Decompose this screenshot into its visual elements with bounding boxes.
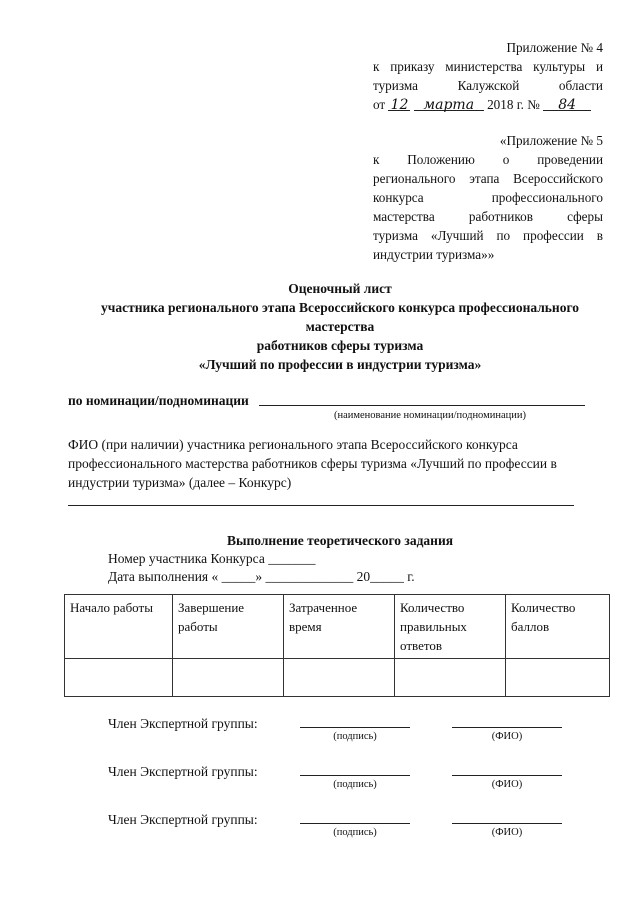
name-caption: (ФИО) bbox=[491, 779, 523, 790]
appendix-4-line: к приказу министерства культуры и bbox=[373, 59, 603, 74]
order-date-line bbox=[373, 95, 603, 114]
order-number: 84 bbox=[543, 96, 591, 111]
name-field[interactable] bbox=[452, 774, 562, 776]
appendix-4-line: туризма Калужской области bbox=[373, 78, 603, 93]
table-header-cell: Завершение работы bbox=[173, 595, 284, 659]
participant-line: профессионального мастерства работников сферы туризма «Лучший по профессии в bbox=[68, 456, 557, 471]
nomination-field[interactable] bbox=[259, 404, 585, 406]
participant-line: индустрии туризма» (далее – Конкурс) bbox=[68, 475, 292, 490]
name-field[interactable] bbox=[452, 822, 562, 824]
expert-label: Член Экспертной группы: bbox=[108, 764, 258, 779]
nomination-row bbox=[68, 391, 588, 410]
signature-caption: (подпись) bbox=[333, 779, 377, 790]
signature-caption: (подпись) bbox=[333, 827, 377, 838]
participant-name-field[interactable] bbox=[68, 504, 574, 506]
results-table bbox=[64, 594, 610, 697]
signature-caption: (подпись) bbox=[333, 731, 377, 742]
appendix-5-line: регионального этапа Всероссийского bbox=[373, 171, 603, 186]
appendix-5-line: мастерства работников сферы bbox=[373, 209, 603, 224]
nomination-caption: (наименование номинации/подноминации) bbox=[333, 410, 527, 421]
task-title: Выполнение теоретического задания bbox=[226, 533, 454, 548]
appendix-5-line: индустрии туризма»» bbox=[373, 247, 495, 262]
table-header-row bbox=[65, 595, 610, 659]
form-subtitle-line: участника регионального этапа Всероссийского конкурса профессионального bbox=[100, 300, 579, 315]
nomination-label: по номинации/подноминации bbox=[68, 393, 249, 408]
table-header-cell: Количество правильных ответов bbox=[395, 595, 506, 659]
signature-field[interactable] bbox=[300, 822, 410, 824]
form-subtitle-line: работников сферы туризма bbox=[256, 338, 424, 353]
appendix-5-block bbox=[373, 131, 603, 264]
order-year-number: 2018 г. № bbox=[487, 97, 540, 112]
appendix-4-title: Приложение № 4 bbox=[506, 40, 603, 55]
appendix-5-title: «Приложение № 5 bbox=[499, 133, 603, 148]
signature-field[interactable] bbox=[300, 774, 410, 776]
name-field[interactable] bbox=[452, 726, 562, 728]
participant-number-line: Номер участника Конкурса _______ bbox=[108, 551, 316, 566]
completion-date-line: Дата выполнения « _____» _____________ 20_____ г. bbox=[108, 569, 415, 584]
table-cell[interactable] bbox=[173, 659, 284, 697]
order-date-prefix: от bbox=[373, 97, 386, 112]
order-date-month: марта bbox=[414, 96, 484, 111]
order-date-day: 12 bbox=[388, 96, 410, 111]
table-cell[interactable] bbox=[284, 659, 395, 697]
form-heading bbox=[60, 279, 620, 374]
table-cell[interactable] bbox=[65, 659, 173, 697]
participant-line: ФИО (при наличии) участника регионального этапа Всероссийского конкурса bbox=[68, 437, 518, 452]
appendix-5-line: туризма «Лучший по профессии в bbox=[373, 228, 603, 243]
appendix-5-line: к Положению о проведении bbox=[373, 152, 603, 167]
participant-text bbox=[68, 435, 618, 492]
table-row bbox=[65, 659, 610, 697]
table-cell[interactable] bbox=[395, 659, 506, 697]
signature-field[interactable] bbox=[300, 726, 410, 728]
table-header-cell: Количество баллов bbox=[506, 595, 610, 659]
form-subtitle-line: мастерства bbox=[305, 319, 375, 334]
appendix-5-line: конкурса профессионального bbox=[373, 190, 603, 205]
table-cell[interactable] bbox=[506, 659, 610, 697]
form-subtitle-line: «Лучший по профессии в индустрии туризма» bbox=[198, 357, 482, 372]
name-caption: (ФИО) bbox=[491, 731, 523, 742]
name-caption: (ФИО) bbox=[491, 827, 523, 838]
table-header-cell: Начало работы bbox=[65, 595, 173, 659]
appendix-4-block bbox=[373, 38, 603, 114]
form-title: Оценочный лист bbox=[288, 281, 392, 296]
table-header-cell: Затраченное время bbox=[284, 595, 395, 659]
expert-label: Член Экспертной группы: bbox=[108, 812, 258, 827]
expert-label: Член Экспертной группы: bbox=[108, 716, 258, 731]
